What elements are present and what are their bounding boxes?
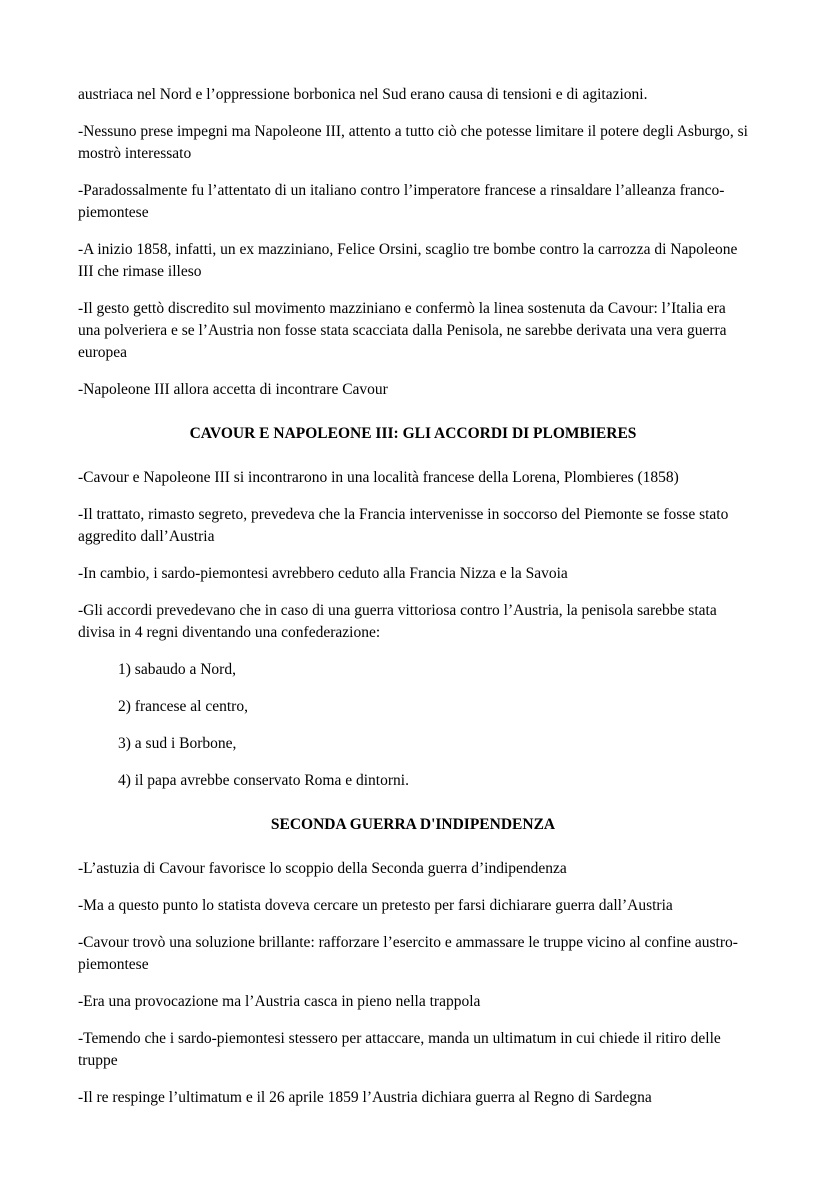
- section-heading-seconda-guerra: SECONDA GUERRA D'INDIPENDENZA: [270, 816, 556, 833]
- section-heading-plombieres: CAVOUR E NAPOLEONE III: GLI ACCORDI DI PLOMBIERES: [189, 425, 637, 442]
- list-item: 2) francese al centro,: [118, 698, 248, 715]
- list-item: 4) il papa avrebbe conservato Roma e dintorni.: [118, 772, 409, 789]
- paragraph: -Nessuno prese impegni ma Napoleone III, attento a tutto ciò che potesse limitare il potere degli Asburgo, si mostrò interessato: [78, 123, 748, 162]
- paragraph: -Gli accordi prevedevano che in caso di una guerra vittoriosa contro l’Austria, la penisola sarebbe stata divisa in 4 regni diventando una confederazione:: [78, 602, 717, 641]
- paragraph: -Il gesto gettò discredito sul movimento mazziniano e confermò la linea sostenuta da Cavour: l’Italia era una polveriera e se l’Austria non fosse stata scacciata dalla Penisola, ne sarebbe derivata una vera guerra europea: [78, 300, 727, 361]
- paragraph: -Cavour e Napoleone III si incontrarono in una località francese della Lorena, Plombieres (1858): [78, 469, 679, 486]
- paragraph: -Ma a questo punto lo statista doveva cercare un pretesto per farsi dichiarare guerra dall’Austria: [78, 897, 673, 914]
- paragraph: -Napoleone III allora accetta di incontrare Cavour: [78, 381, 388, 398]
- paragraph: -Il trattato, rimasto segreto, prevedeva che la Francia intervenisse in soccorso del Piemonte se fosse stato aggredito dall’Austria: [78, 506, 729, 545]
- list-item: 3) a sud i Borbone,: [118, 735, 237, 752]
- paragraph: -A inizio 1858, infatti, un ex mazziniano, Felice Orsini, scaglio tre bombe contro la carrozza di Napoleone III che rimase illeso: [78, 241, 738, 280]
- paragraph: -Temendo che i sardo-piemontesi stessero per attaccare, manda un ultimatum in cui chiede il ritiro delle truppe: [78, 1030, 721, 1069]
- list-item: 1) sabaudo a Nord,: [118, 661, 236, 678]
- paragraph: austriaca nel Nord e l’oppressione borbonica nel Sud erano causa di tensioni e di agitazioni.: [78, 86, 648, 103]
- paragraph: -Era una provocazione ma l’Austria casca in pieno nella trappola: [78, 993, 481, 1010]
- paragraph: -Cavour trovò una soluzione brillante: rafforzare l’esercito e ammassare le truppe vicino al confine austro-piemontese: [78, 934, 738, 973]
- paragraph: -L’astuzia di Cavour favorisce lo scoppio della Seconda guerra d’indipendenza: [78, 860, 567, 877]
- paragraph: -In cambio, i sardo-piemontesi avrebbero ceduto alla Francia Nizza e la Savoia: [78, 565, 568, 582]
- paragraph: -Il re respinge l’ultimatum e il 26 aprile 1859 l’Austria dichiara guerra al Regno di Sardegna: [78, 1089, 652, 1106]
- paragraph: -Paradossalmente fu l’attentato di un italiano contro l’imperatore francese a rinsaldare l’alleanza franco-piemontese: [78, 182, 725, 221]
